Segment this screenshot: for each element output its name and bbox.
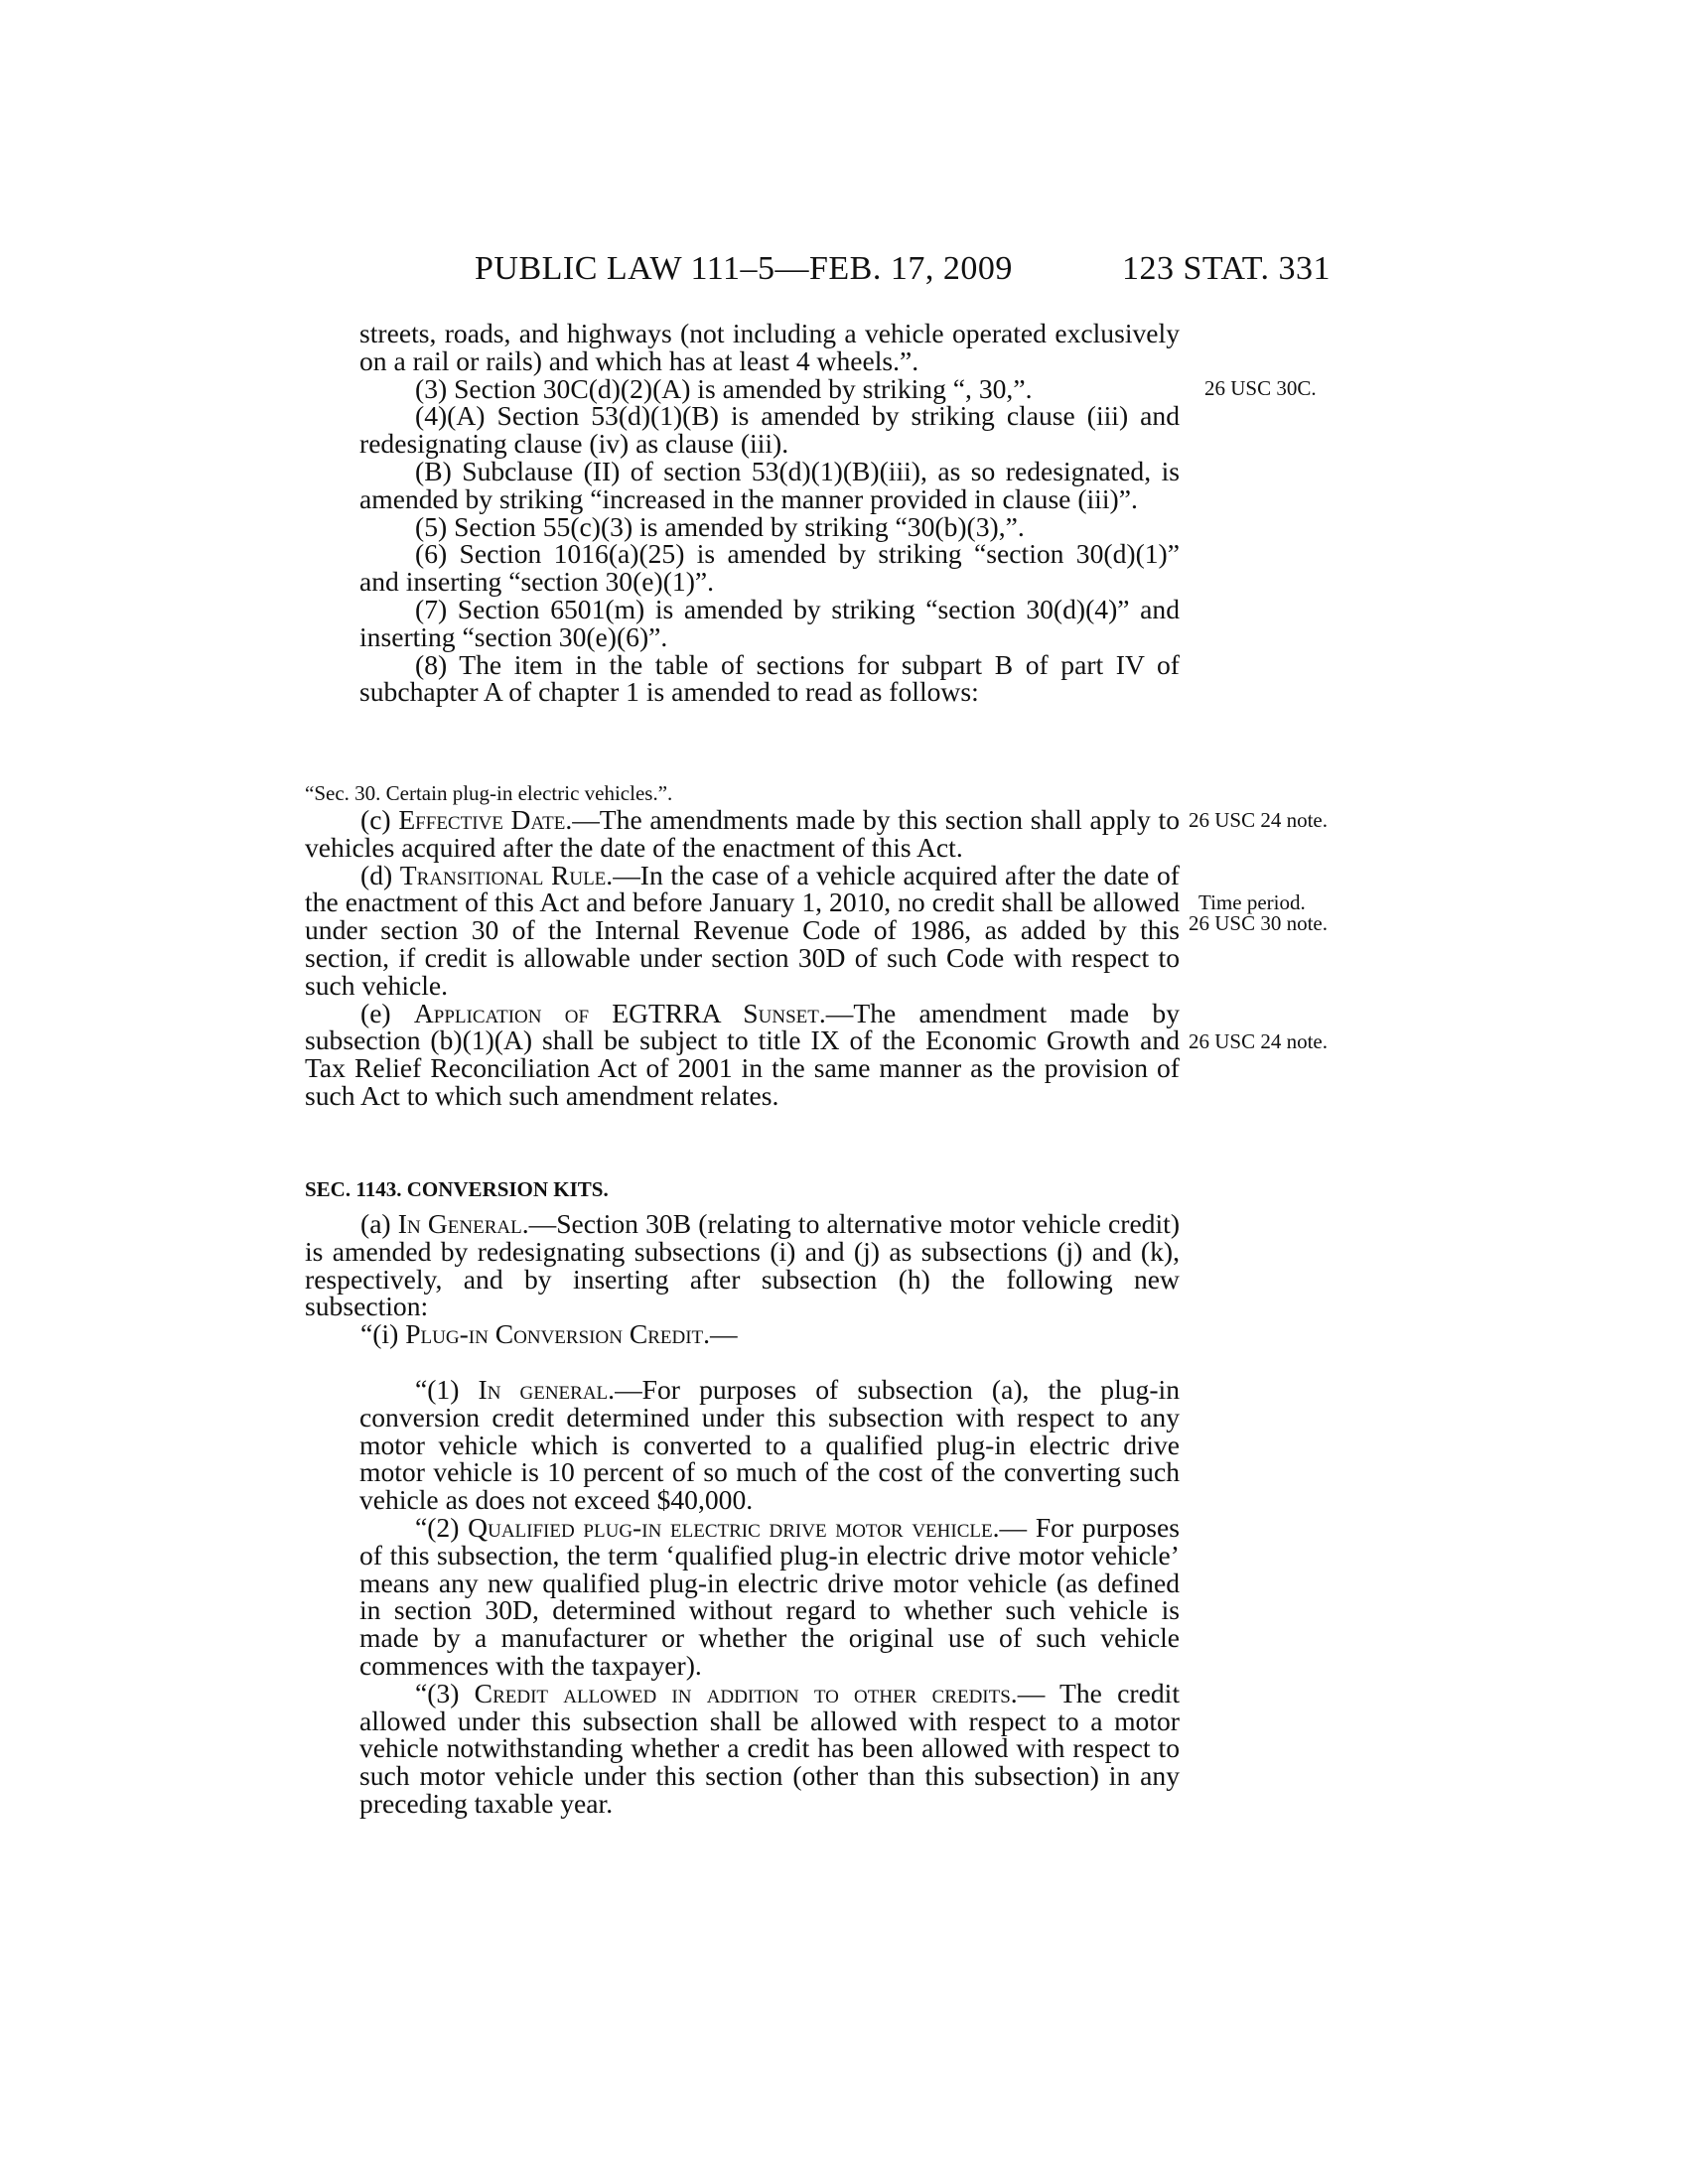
- paragraph-6: (6) Section 1016(a)(25) is amended by striking “section 30(d)(1)” and inserting “section 30(e)(1)”.: [359, 538, 1180, 598]
- subsection-d-heading: Transitional Rule: [399, 859, 607, 890]
- section-1143-a: [305, 1210, 1180, 1320]
- paragraph-7: (7) Section 6501(m) is amended by striking “section 30(d)(4)” and inserting “section 30(e)(6)”.: [359, 593, 1180, 652]
- section-a-text: .—Section 30B (relating to alternative motor vehicle credit) is amended by redesignating subsections (i) and (j) as subsections (j) and (k), respectively, and by inserting after subsection (h) the following new subsection:: [305, 1208, 1181, 1322]
- amendments-block: [359, 320, 1180, 706]
- paragraph-4a: (4)(A) Section 53(d)(1)(B) is amended by striking clause (iii) and redesignating clause (iv) as clause (iii).: [359, 400, 1180, 460]
- paragraph-i-1-prefix: “(1): [415, 1374, 479, 1405]
- subsection-d-text: .—In the case of a vehicle acquired after the date of the enactment of this Act and before January 1, 2010, no credit shall be allowed under section 30 of the Internal Revenue Code of 1986, as added by this section, if credit is allowable under section 30D of such Code with respect to such vehicle.: [305, 859, 1181, 1001]
- margin-note-26-usc-24-note: 26 USC 24 note.: [1189, 808, 1329, 832]
- paragraph-continuation: streets, roads, and highways (not including a vehicle operated exclusively on a rail or rails) and which has at least 4 wheels.”.: [359, 318, 1180, 376]
- section-heading: SEC. 1143. CONVERSION KITS.: [305, 1177, 609, 1201]
- subsection-i: [305, 1320, 1180, 1348]
- paragraph-i-2-prefix: “(2): [415, 1511, 469, 1543]
- subsection-i-heading: Plug-in Conversion Credit: [405, 1318, 704, 1350]
- section-a-heading: In General: [397, 1208, 522, 1239]
- subsection-i-paragraphs: [359, 1376, 1180, 1818]
- paragraph-i-1-heading: In general: [478, 1374, 609, 1405]
- paragraph-i-2-heading: Qualified plug-in electric drive motor vehicle: [468, 1511, 993, 1543]
- page-header-stat: 123 STAT. 331: [1122, 250, 1331, 287]
- paragraph-i-2-text: .— For purposes of this subsection, the term ‘qualified plug-in electric drive motor vehicle’ means any new qualified plug-in electric drive motor vehicle (as defined in section 30D, determined without regard to whether such vehicle is made by a manufacturer or whether the original use of such vehicle commences with the taxpayer).: [359, 1511, 1180, 1681]
- margin-note-26-usc-30-note: 26 USC 30 note.: [1189, 911, 1329, 935]
- subsection-e: [305, 997, 1180, 1111]
- paragraph-i-3: [359, 1677, 1180, 1819]
- subsection-i-prefix: “(i): [360, 1318, 406, 1350]
- subsection-i-text: .—: [703, 1318, 738, 1350]
- paragraph-i-3-prefix: “(3): [415, 1677, 475, 1708]
- subsection-e-heading: Application of EGTRRA Sunset: [413, 997, 819, 1028]
- subsection-e-text: .—The amendment made by subsection (b)(1)(A) shall be subject to title IX of the Economic Growth and Tax Relief Reconciliation Act of 2001 in the same manner as the provision of such Act to which such amendment relates.: [305, 997, 1180, 1111]
- paragraph-i-2: [359, 1511, 1180, 1681]
- subsection-d-prefix: (d): [360, 859, 400, 890]
- subsection-c-heading: Effective Date: [398, 804, 566, 835]
- paragraph-i-1-text: .—For purposes of subsection (a), the plug-in conversion credit determined under this subsection with respect to any motor vehicle which is converted to a qualified plug-in electric drive motor vehicle is 10 percent of so much of the cost of the converting such vehicle as does not exceed $40,000.: [359, 1374, 1180, 1516]
- margin-note-26-usc-30c: 26 USC 30C.: [1204, 376, 1317, 400]
- table-item: “Sec. 30. Certain plug-in electric vehicles.”.: [305, 781, 673, 805]
- paragraph-3: (3) Section 30C(d)(2)(A) is amended by striking “, 30,”.: [415, 372, 1033, 404]
- margin-note-time-period: Time period.: [1198, 890, 1306, 914]
- paragraph-i-1: [359, 1376, 1180, 1514]
- section-1143-body: [305, 1210, 1180, 1348]
- page-header-title: PUBLIC LAW 111–5—FEB. 17, 2009: [475, 250, 1013, 287]
- subsection-e-prefix: (e): [360, 997, 414, 1028]
- paragraph-i-3-heading: Credit allowed in addition to other credits: [474, 1677, 1011, 1708]
- subsection-d: [305, 859, 1181, 1001]
- subsection-c-text: .—The amendments made by this section shall apply to vehicles acquired after the date of the enactment of this Act.: [305, 804, 1180, 863]
- paragraph-8: (8) The item in the table of sections for subpart B of part IV of subchapter A of chapter 1 is amended to read as follows:: [359, 648, 1180, 708]
- subsection-c-prefix: (c): [360, 804, 399, 835]
- subsections-block: [305, 806, 1180, 1110]
- paragraph-5: (5) Section 55(c)(3) is amended by striking “30(b)(3),”.: [415, 510, 1025, 542]
- section-a-prefix: (a): [360, 1208, 398, 1239]
- paragraph-4b: (B) Subclause (II) of section 53(d)(1)(B)(iii), as so redesignated, is amended by striking “increased in the manner provided in clause (iii)”.: [359, 455, 1180, 514]
- subsection-c: [305, 806, 1180, 862]
- margin-note-26-usc-24-note-2: 26 USC 24 note.: [1189, 1029, 1329, 1053]
- paragraph-i-3-text: .— The credit allowed under this subsection shall be allowed with respect to a motor vehicle notwithstanding whether a credit has been allowed with respect to such motor vehicle under this section (other than this subsection) in any preceding taxable year.: [359, 1677, 1180, 1819]
